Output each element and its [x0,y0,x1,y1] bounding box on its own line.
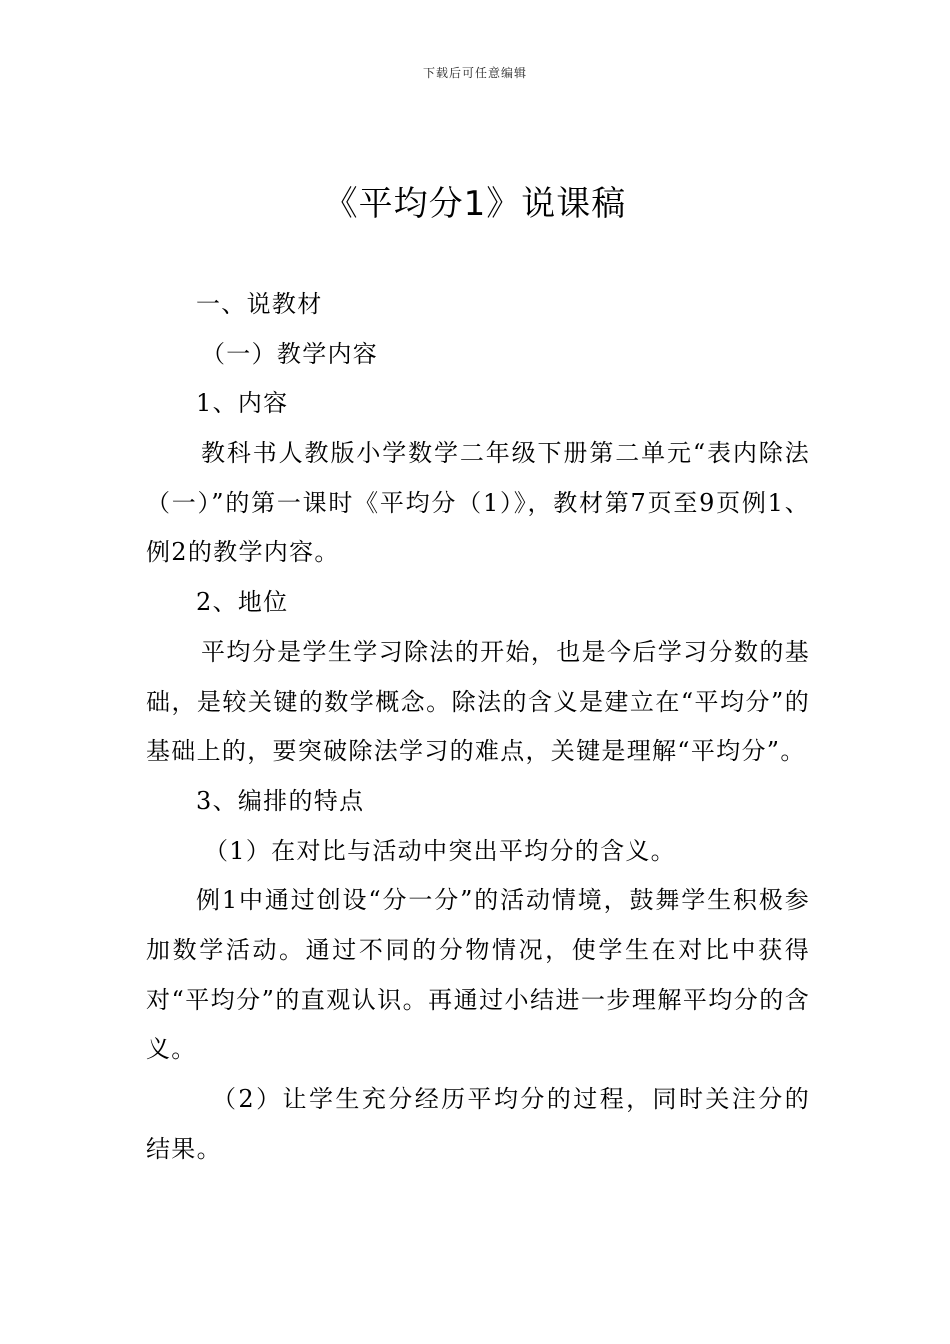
item-heading-content: 1、内容 [196,389,289,418]
content-paragraph: 教科书人教版小学数学二年级下册第二单元“表内除法（一）”的第一课时《平均分（1）》，教材第7页至9页例1、例2的教学内容。 [146,439,810,567]
document-body [146,280,810,1175]
feature-point-2: （2）让学生充分经历平均分的过程，同时关注分的结果。 [146,1085,810,1163]
position-paragraph: 平均分是学生学习除法的开始，也是今后学习分数的基础，是较关键的数学概念。除法的含义是建立在“平均分”的基础上的，要突破除法学习的难点，关键是理解“平均分”。 [146,637,810,766]
feature-point-1: （1）在对比与活动中突出平均分的含义。 [204,836,676,865]
item-heading-features: 3、编排的特点 [196,786,365,815]
section-heading: 一、说教材 [196,290,323,318]
subsection-heading: （一）教学内容 [201,339,379,368]
feature-point-1-paragraph: 例1中通过创设“分一分”的活动情境，鼓舞学生积极参加数学活动。通过不同的分物情况，使学生在对比中获得对“平均分”的直观认识。再通过小结进一步理解平均分的含义。 [146,886,810,1064]
item-heading-position: 2、地位 [196,588,289,617]
page-header: 下载后可任意编辑 [422,66,527,80]
document-title: 《平均分1》说课稿 [323,184,627,224]
